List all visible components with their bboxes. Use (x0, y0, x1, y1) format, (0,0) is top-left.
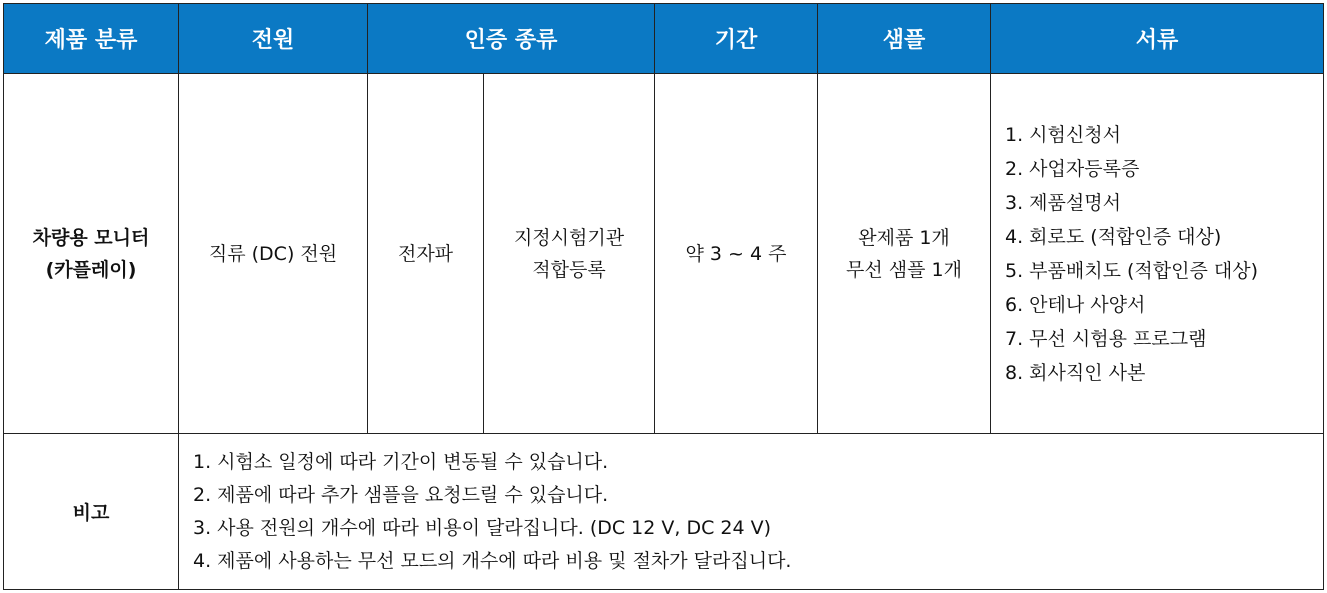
power-cell (179, 74, 368, 434)
documents-cell (991, 74, 1324, 434)
category-line: (카플레이) (45, 258, 137, 281)
remark-item: 4. 제품에 사용하는 무선 모드의 개수에 따라 비용 및 절차가 달라집니다. (193, 549, 792, 572)
remark-item: 1. 시험소 일정에 따라 기간이 변동될 수 있습니다. (193, 450, 609, 473)
period-value: 약 3 ~ 4 주 (685, 242, 787, 265)
category-line: 차량용 모니터 (32, 226, 150, 249)
cert-kind-value: 전자파 (397, 242, 454, 265)
document-item: 3. 제품설명서 (1005, 191, 1121, 214)
remarks-cell (179, 434, 1324, 590)
document-item: 2. 사업자등록증 (1005, 157, 1140, 180)
remarks-row (4, 434, 1324, 590)
header-power: 전원 (179, 4, 368, 74)
cert-detail-line: 지정시험기관 (513, 226, 625, 249)
cert-detail-line: 적합등록 (532, 258, 606, 281)
power-value: 직류 (DC) 전원 (208, 242, 338, 265)
document-item: 1. 시험신청서 (1005, 123, 1121, 146)
cert-detail-cell (484, 74, 655, 434)
remark-item: 2. 제품에 따라 추가 샘플을 요청드릴 수 있습니다. (193, 483, 609, 506)
document-item: 5. 부품배치도 (적합인증 대상) (1005, 259, 1258, 282)
sample-line: 무선 샘플 1개 (846, 258, 962, 281)
header-cert-type: 인증 종류 (368, 4, 655, 74)
document-item: 4. 회로도 (적합인증 대상) (1005, 225, 1222, 248)
header-category: 제품 분류 (4, 4, 179, 74)
cert-kind-cell (368, 74, 484, 434)
document-item: 6. 안테나 사양서 (1005, 293, 1146, 316)
sample-cell (818, 74, 991, 434)
certification-table (3, 3, 1324, 590)
header-row (4, 4, 1324, 74)
sample-line: 완제품 1개 (858, 226, 950, 249)
header-sample: 샘플 (818, 4, 991, 74)
document-item: 8. 회사직인 사본 (1005, 361, 1146, 384)
product-row (4, 74, 1324, 434)
period-cell (655, 74, 818, 434)
remark-item: 3. 사용 전원의 개수에 따라 비용이 달라집니다. (DC 12 V, DC 24 V) (193, 516, 772, 539)
category-cell (4, 74, 179, 434)
header-period: 기간 (655, 4, 818, 74)
remarks-label: 비고 (4, 434, 179, 590)
header-documents: 서류 (991, 4, 1324, 74)
document-item: 7. 무선 시험용 프로그램 (1005, 327, 1207, 350)
